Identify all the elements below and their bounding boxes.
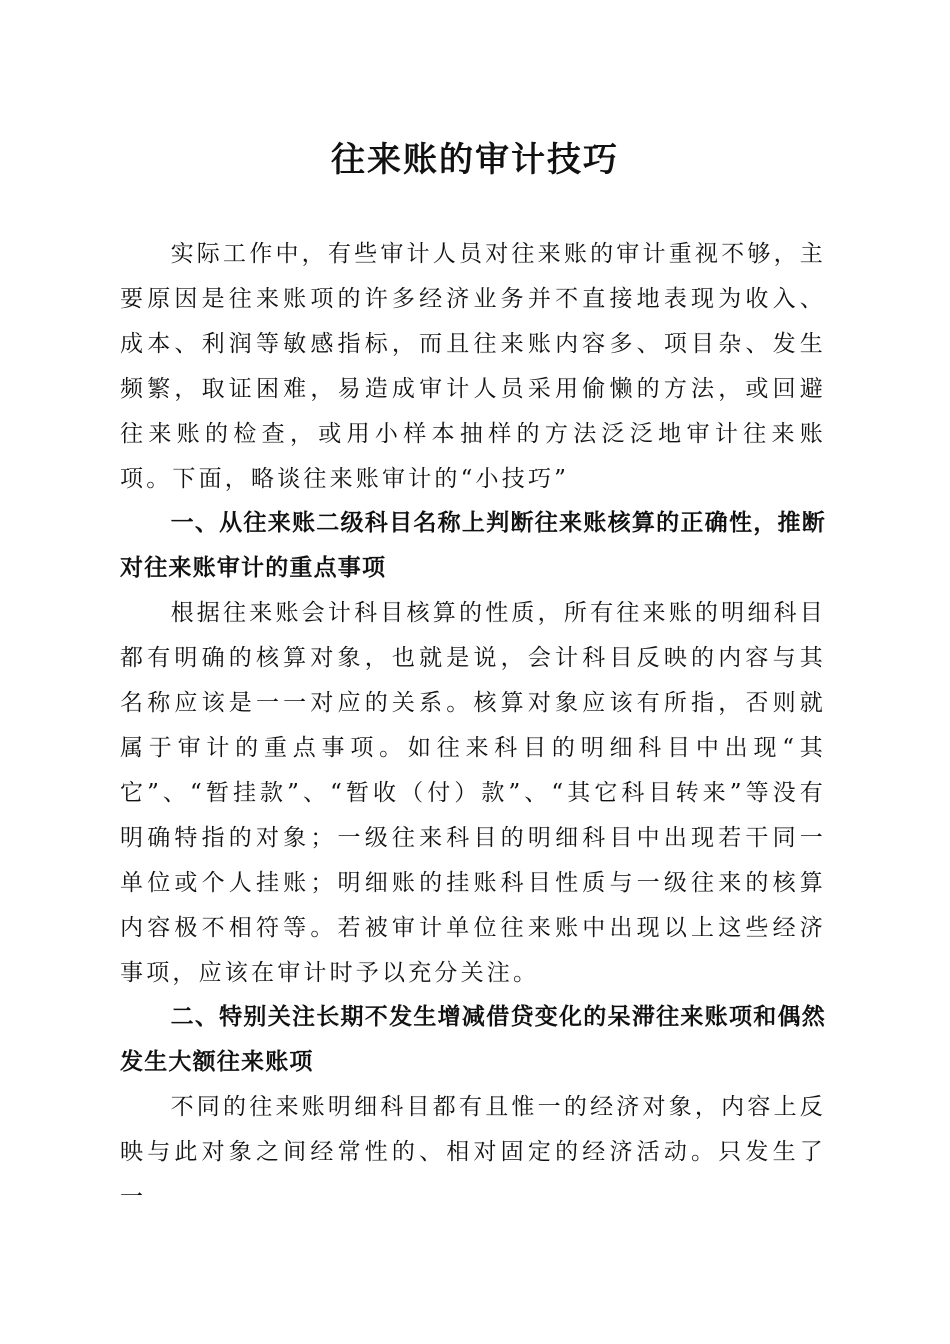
- section-2-paragraph: 不同的往来账明细科目都有且惟一的经济对象，内容上反映与此对象之间经常性的、相对固定的经济活动。只发生了一: [120, 1094, 826, 1211]
- document-title: 往来账的审计技巧: [331, 140, 619, 180]
- section-2-heading: 二、特别关注长期不发生增减借贷变化的呆滞往来账项和偶然发生大额往来账项: [120, 1004, 826, 1076]
- document-body: [120, 232, 826, 1220]
- intro-paragraph: 实际工作中，有些审计人员对往来账的审计重视不够，主要原因是往来账项的许多经济业务并不直接地表现为收入、成本、利润等敏感指标，而且往来账内容多、项目杂、发生频繁，取证困难，易造成审计人员采用偷懒的方法，或回避往来账的检查，或用小样本抽样的方法泛泛地审计往来账项。下面，略谈往来账审计的“小技巧”: [120, 241, 826, 492]
- section-1-paragraph: 根据往来账会计科目核算的性质，所有往来账的明细科目都有明确的核算对象，也就是说，会计科目反映的内容与其名称应该是一一对应的关系。核算对象应该有所指，否则就属于审计的重点事项。如往来科目的明细科目中出现“其它”、“暂挂款”、“暂收（付）款”、“其它科目转来”等没有明确特指的对象；一级往来科目的明细科目中出现若干同一单位或个人挂账；明细账的挂账科目性质与一级往来的核算内容极不相符等。若被审计单位往来账中出现以上这些经济事项，应该在审计时予以充分关注。: [120, 600, 826, 986]
- section-1-heading: 一、从往来账二级科目名称上判断往来账核算的正确性，推断对往来账审计的重点事项: [120, 510, 826, 582]
